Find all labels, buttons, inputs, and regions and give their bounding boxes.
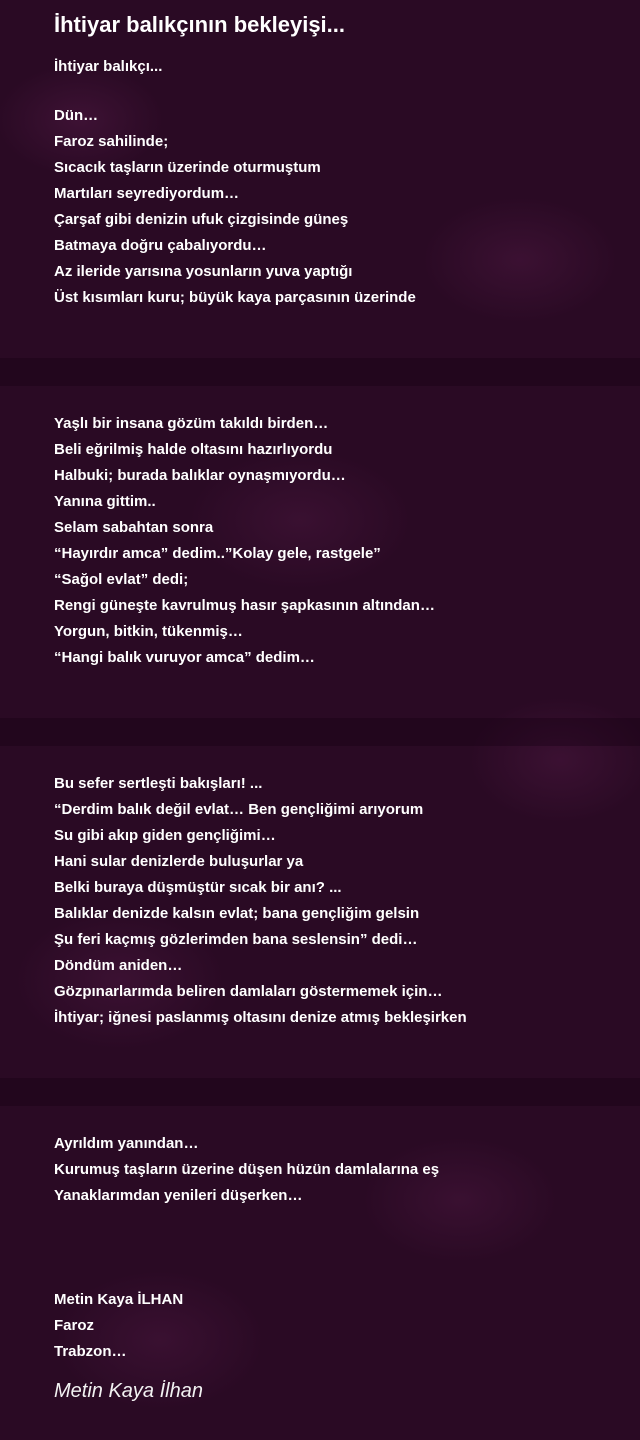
poem-line: Dün… <box>54 107 99 124</box>
author-block <box>54 1287 183 1365</box>
poem-title: İhtiyar balıkçının bekleyişi... <box>54 12 346 37</box>
poem-line: Yorgun, bitkin, tükenmiş… <box>54 623 243 640</box>
poem-line: Ayrıldım yanından… <box>54 1135 199 1152</box>
decorative-band <box>0 718 640 746</box>
poem-line: Kurumuş taşların üzerine düşen hüzün damlalarına eş <box>54 1161 440 1178</box>
author-name: Metin Kaya İLHAN <box>54 1291 184 1308</box>
poem-subtitle: İhtiyar balıkçı... <box>54 58 163 75</box>
poem-line: “Sağol evlat” dedi; <box>54 571 189 588</box>
poem-line: Batmaya doğru çabalıyordu… <box>54 237 267 254</box>
poem-line: Gözpınarlarımda beliren damlaları göstermemek için… <box>54 983 443 1000</box>
poem-line: Selam sabahtan sonra <box>54 519 214 536</box>
poem-line: Hani sular denizlerde buluşurlar ya <box>54 853 304 870</box>
stanza-1 <box>54 103 416 311</box>
poem-line: Az ileride yarısına yosunların yuva yaptığı <box>54 263 353 280</box>
poem-line: “Derdim balık değil evlat… Ben gençliğimi arıyorum <box>54 801 424 818</box>
poem-line: Martıları seyrediyordum… <box>54 185 240 202</box>
poem-line: Beli eğrilmiş halde oltasını hazırlıyordu <box>54 441 333 458</box>
poem-line: Rengi güneşte kavrulmuş hasır şapkasının altından… <box>54 597 435 614</box>
stanza-3 <box>54 771 467 1031</box>
author-city: Trabzon… <box>54 1343 127 1360</box>
poem-line: Halbuki; burada balıklar oynaşmıyordu… <box>54 467 346 484</box>
stanza-4 <box>54 1131 439 1209</box>
poem-line: Balıklar denizde kalsın evlat; bana gençliğim gelsin <box>54 905 420 922</box>
decorative-band <box>0 1078 640 1106</box>
poem-line: Faroz sahilinde; <box>54 133 169 150</box>
poem-line: Belki buraya düşmüştür sıcak bir anı? ... <box>54 879 342 896</box>
poem-line: Yanına gittim.. <box>54 493 156 510</box>
author-place: Faroz <box>54 1317 95 1334</box>
poem-line: Bu sefer sertleşti bakışları! ... <box>54 775 263 792</box>
decorative-band <box>0 358 640 386</box>
poem-line: “Hayırdır amca” dedim..”Kolay gele, rastgele” <box>54 545 381 562</box>
poem-line: Şu feri kaçmış gözlerimden bana seslensin” dedi… <box>54 931 418 948</box>
poem-line: Sıcacık taşların üzerinde oturmuştum <box>54 159 321 176</box>
author-signature: Metin Kaya İlhan <box>54 1380 203 1402</box>
poem-line: “Hangi balık vuruyor amca” dedim… <box>54 649 315 666</box>
poem-line: Su gibi akıp giden gençliğimi… <box>54 827 276 844</box>
stanza-2 <box>54 411 435 671</box>
poem-line: Üst kısımları kuru; büyük kaya parçasının üzerinde <box>54 289 416 306</box>
poem-line: Yaşlı bir insana gözüm takıldı birden… <box>54 415 329 432</box>
poem-line: Çarşaf gibi denizin ufuk çizgisinde güneş <box>54 211 349 228</box>
poem-line: İhtiyar; iğnesi paslanmış oltasını denize atmış bekleşirken <box>54 1009 467 1026</box>
poem-line: Döndüm aniden… <box>54 957 183 974</box>
poem-line: Yanaklarımdan yenileri düşerken… <box>54 1187 303 1204</box>
